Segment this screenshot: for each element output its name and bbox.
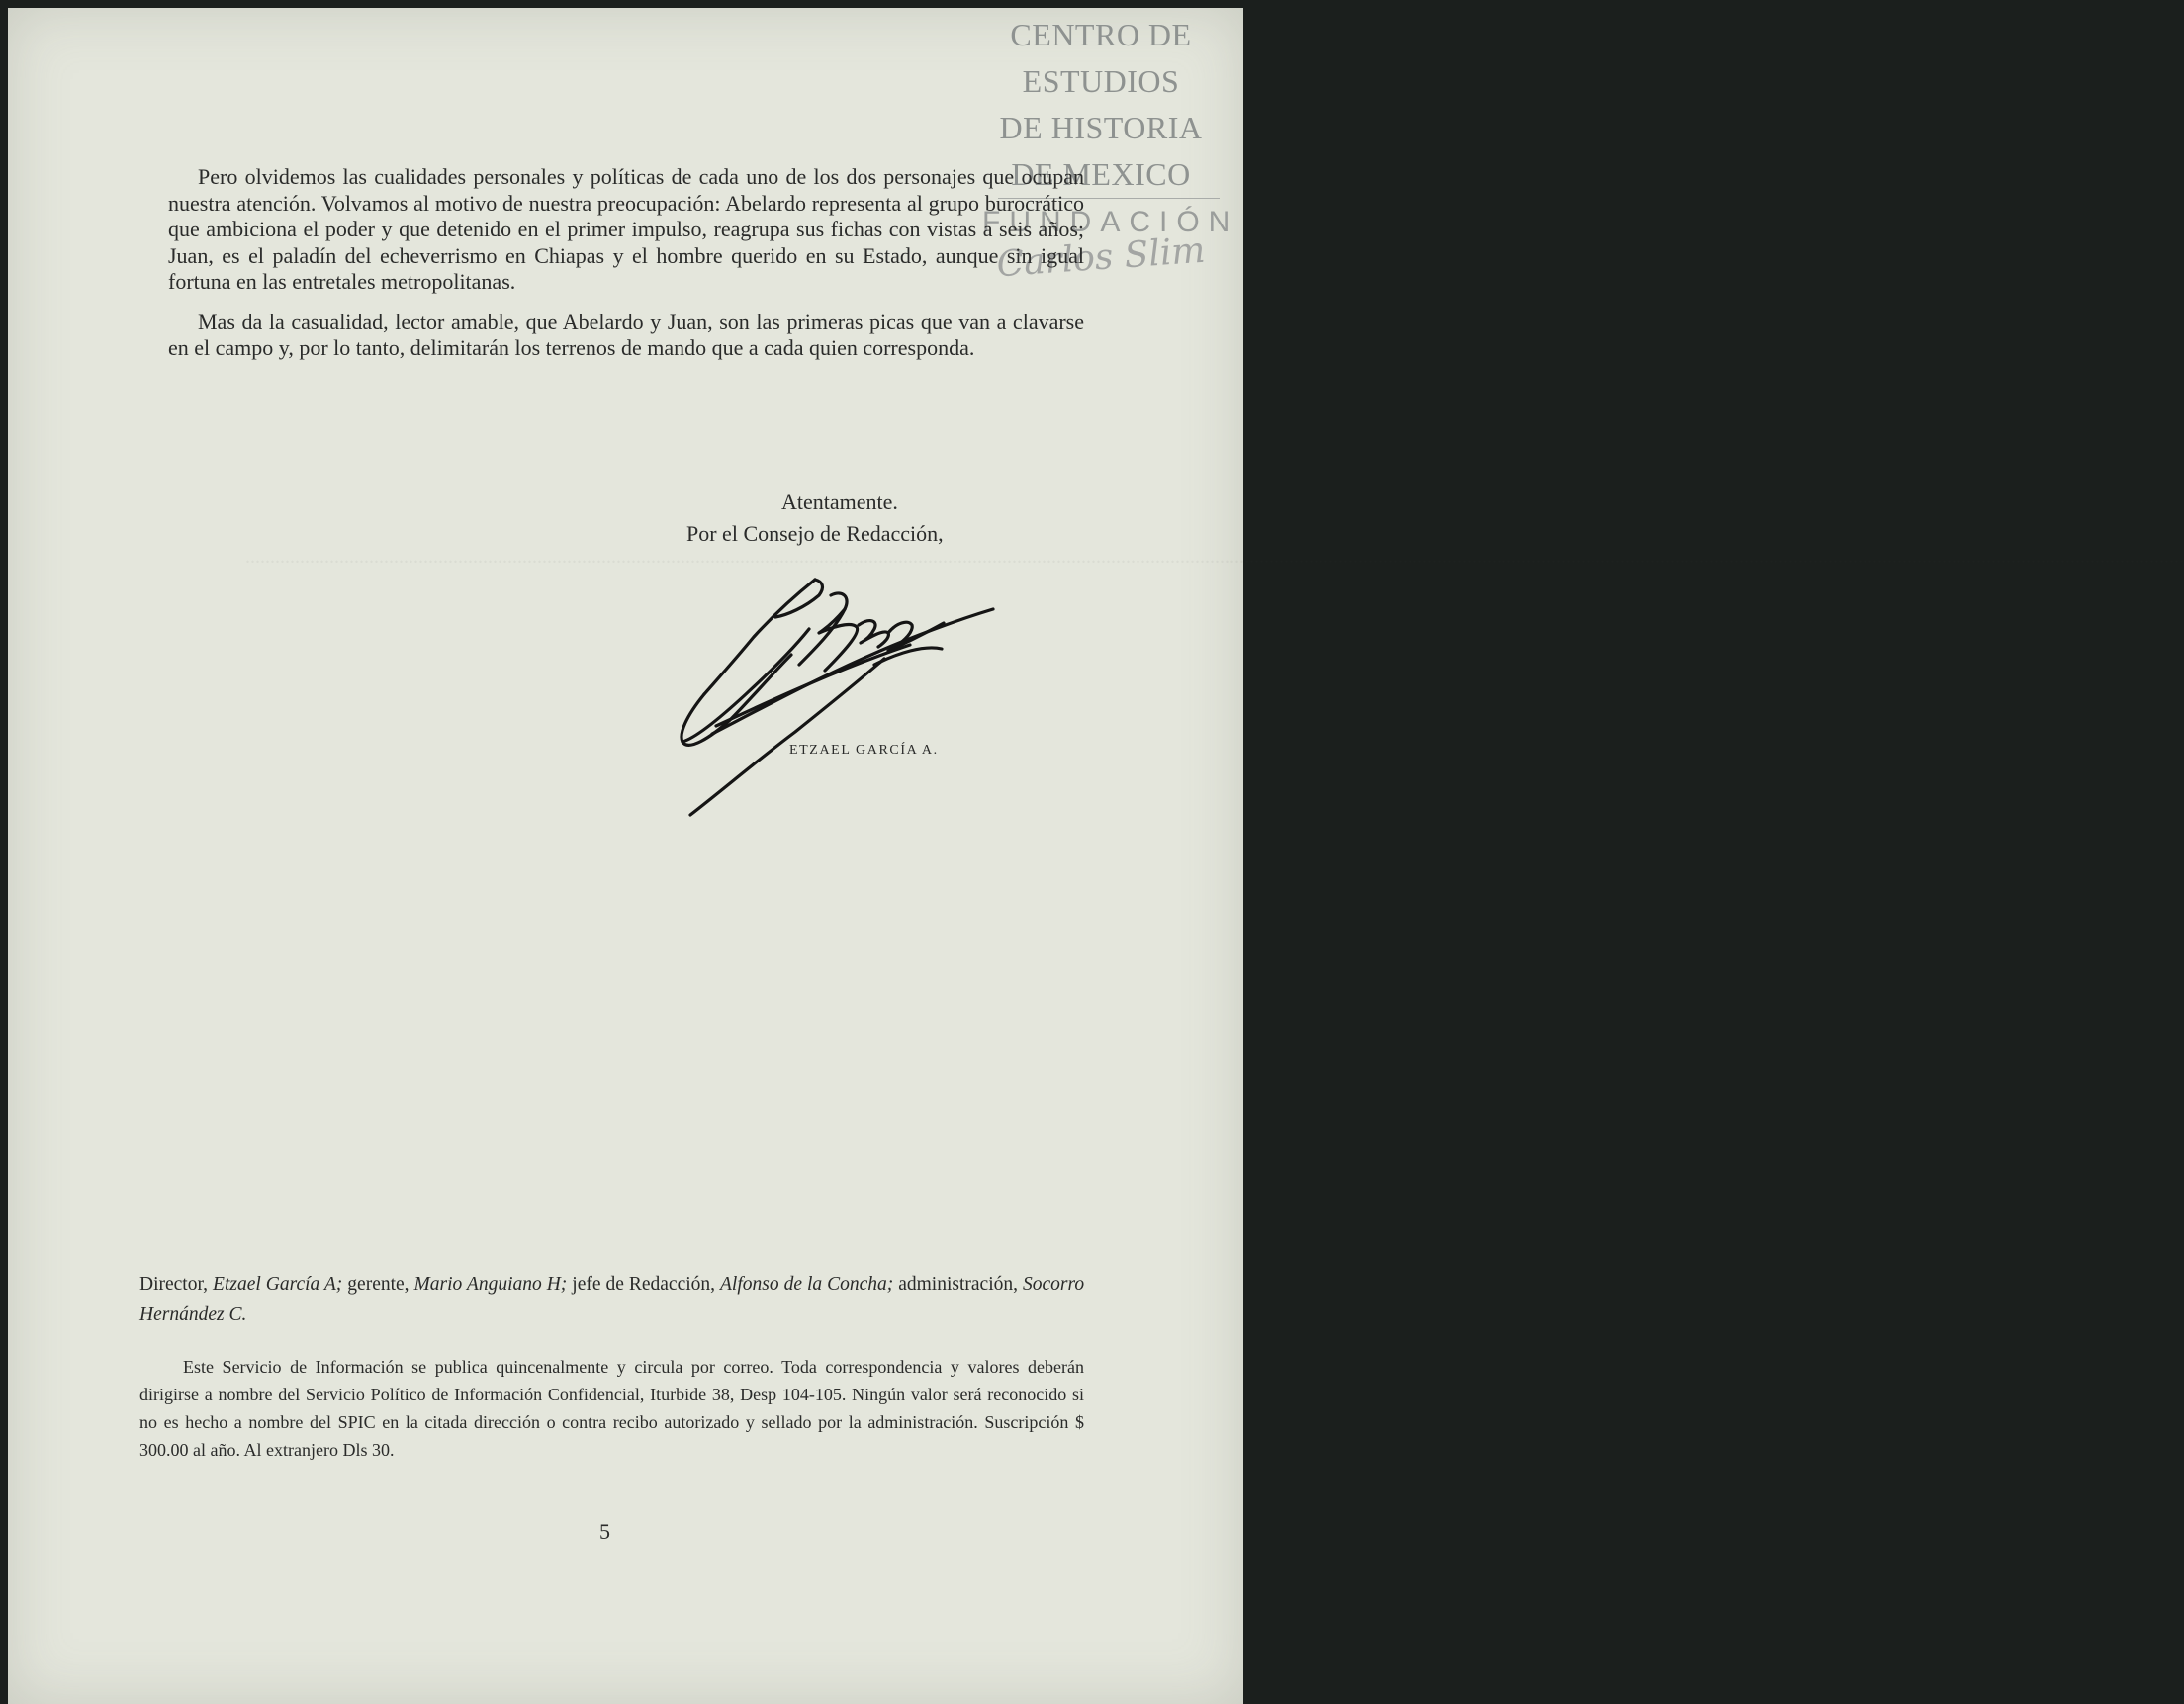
subscription-notice bbox=[139, 1353, 1084, 1464]
notice-text: Este Servicio de Información se publica quincenalmente y circula por correo. Toda correspondencia y valores deberán dirigirse a nombre del Servicio Político de Información Confidencial, Iturbide 38, Desp 104-105. Ningún valor será reconocido si no es hecho a nombre del SPIC en la citada dirección o contra recibo autorizado y sellado por la administración. Suscripción $ 300.00 al año. Al extranjero Dls 30. bbox=[139, 1357, 1084, 1460]
gerente-name: Mario Anguiano H; bbox=[413, 1274, 568, 1295]
bleed-through-text: ........................................................................................................................................................................................................................................................................................................................................................................................................ bbox=[245, 546, 2184, 568]
closing-council: Por el Consejo de Redacción, bbox=[686, 521, 944, 546]
stamp-line-4: DE MEXICO bbox=[1011, 156, 1191, 192]
admin-name: Socorro Hernández C. bbox=[139, 1274, 1085, 1325]
paragraph-1: Pero olvidemos las cualidades personales y políticas de cada uno de los dos personajes que ocupan nuestra atención. Volvamos al motivo de nuestra preocupación: Abelardo representa al grupo burocrático que ambiciona el poder y que detenido en el primer impulso, reagrupa sus fichas con vistas a seis años; Juan, es el paladín del echeverrismo en Chiapas y el hombre querido en su Estado, aunque sin igual fortuna en las entretales metropolitanas. bbox=[168, 164, 1084, 294]
handwritten-signature bbox=[677, 568, 1033, 825]
director-name: Etzael García A; bbox=[213, 1274, 343, 1295]
document-page bbox=[8, 8, 2184, 1704]
gerente-label: gerente, bbox=[347, 1274, 410, 1295]
stamp-line-2: ESTUDIOS bbox=[1022, 63, 1180, 99]
article-body bbox=[168, 164, 1084, 376]
closing-block bbox=[686, 487, 944, 550]
signer-name: ETZAEL GARCÍA A. bbox=[789, 743, 939, 758]
masthead-credits bbox=[139, 1269, 1084, 1330]
jefe-label: jefe de Redacción, bbox=[572, 1274, 716, 1295]
admin-label: administración, bbox=[898, 1274, 1018, 1295]
stamp-signature: Carlos Slim bbox=[995, 229, 1207, 286]
stamp-foundation: FUNDACIÓN bbox=[982, 206, 1239, 238]
director-label: Director, bbox=[139, 1274, 209, 1295]
paragraph-2: Mas da la casualidad, lector amable, que Abelardo y Juan, son las primeras picas que van a clavarse en el campo y, por lo tanto, delimitarán los terrenos de mando que a cada quien corresponda. bbox=[168, 309, 1084, 360]
stamp-line-1: CENTRO DE bbox=[1010, 17, 1192, 52]
page-number: 5 bbox=[599, 1519, 610, 1544]
jefe-name: Alfonso de la Concha; bbox=[720, 1274, 894, 1295]
closing-salutation: Atentamente. bbox=[781, 490, 898, 514]
stamp-line-3: DE HISTORIA bbox=[999, 110, 1203, 145]
